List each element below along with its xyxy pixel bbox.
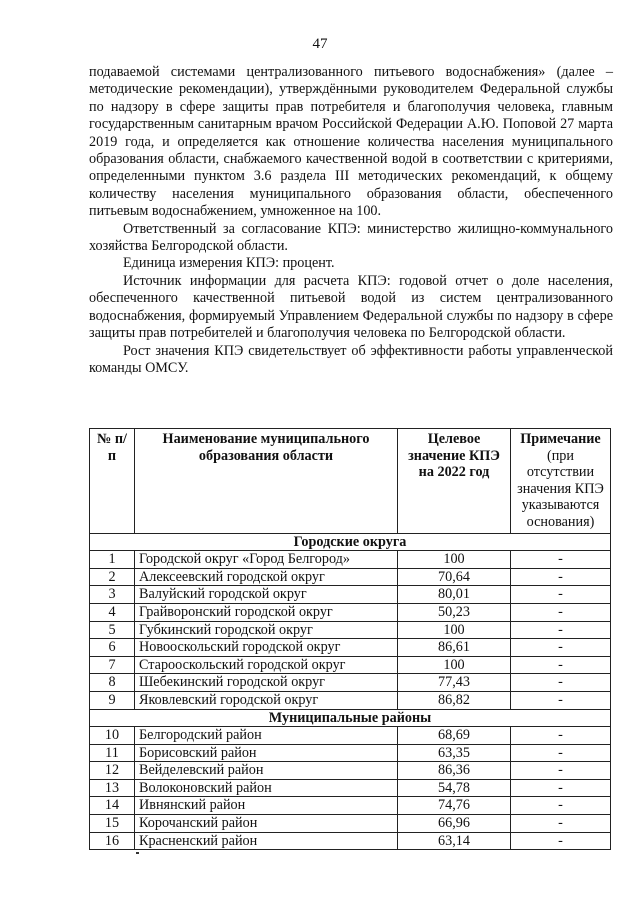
note-value: - <box>511 779 611 797</box>
table-row <box>90 551 611 569</box>
table-row <box>90 639 611 657</box>
header-note <box>511 429 611 534</box>
target-value: 100 <box>398 621 511 639</box>
note-value: - <box>511 832 611 850</box>
target-value: 86,61 <box>398 639 511 657</box>
row-number: 3 <box>90 586 135 604</box>
municipality-name: Губкинский городской округ <box>135 621 398 639</box>
note-value: - <box>511 603 611 621</box>
target-value: 68,69 <box>398 727 511 745</box>
target-value: 80,01 <box>398 586 511 604</box>
table-body <box>90 533 611 850</box>
stray-mark <box>136 852 139 854</box>
row-number: 6 <box>90 639 135 657</box>
target-value: 77,43 <box>398 674 511 692</box>
municipality-name: Волоконовский район <box>135 779 398 797</box>
row-number: 12 <box>90 762 135 780</box>
municipality-name: Грайворонский городской округ <box>135 603 398 621</box>
paragraph: Единица измерения КПЭ: процент. <box>123 255 335 272</box>
row-number: 15 <box>90 815 135 833</box>
table-row <box>90 815 611 833</box>
municipality-name: Красненский район <box>135 832 398 850</box>
target-value: 54,78 <box>398 779 511 797</box>
row-number: 9 <box>90 691 135 709</box>
row-number: 14 <box>90 797 135 815</box>
paragraph: Источник информации для расчета КПЭ: годовой отчет о доле населения, обеспеченного качественной питьевой водой из систем централизованного водоснабжения, формируемый Управлением Федеральной службы по надзору в сфере защиты прав потребителей и благополучия человека по Белгородской области. <box>89 272 613 342</box>
table-row <box>90 797 611 815</box>
note-value: - <box>511 691 611 709</box>
note-value: - <box>511 674 611 692</box>
note-value: - <box>511 621 611 639</box>
row-number: 2 <box>90 568 135 586</box>
municipality-name: Шебекинский городской округ <box>135 674 398 692</box>
municipality-name: Вейделевский район <box>135 762 398 780</box>
municipality-name: Новооскольский городской округ <box>135 639 398 657</box>
target-value: 63,14 <box>398 832 511 850</box>
table-header-row <box>90 429 611 534</box>
note-value: - <box>511 586 611 604</box>
body-text <box>89 64 613 377</box>
target-value: 63,35 <box>398 744 511 762</box>
note-value: - <box>511 727 611 745</box>
municipality-name: Белгородский район <box>135 727 398 745</box>
table-row <box>90 691 611 709</box>
table-row <box>90 586 611 604</box>
municipality-name: Валуйский городской округ <box>135 586 398 604</box>
note-value: - <box>511 762 611 780</box>
section-title: Городские округа <box>90 533 611 551</box>
target-value: 50,23 <box>398 603 511 621</box>
municipality-name: Борисовский район <box>135 744 398 762</box>
municipality-name: Старооскольский городской округ <box>135 656 398 674</box>
target-value: 74,76 <box>398 797 511 815</box>
paragraph: подаваемой системами централизованного питьевого водоснабжения» (далее – методические рекомендации), утверждёнными руководителем Федеральной службы по надзору в сфере защиты прав потребителя и благополучия человека, главным государственным санитарным врачом Российской Федерации А.Ю. Поповой 27 марта 2019 года, и определяется как отношение количества населения муниципального образования области, снабжаемого качественной водой в соответствии с критериями, определенными пунктом 3.6 раздела III методических рекомендаций, к общему количеству населения муниципального образования области, обеспеченного питьевым водоснабжением, умноженное на 100. <box>89 64 613 220</box>
paragraph: Ответственный за согласование КПЭ: министерство жилищно-коммунального хозяйства Белгородской области. <box>89 220 613 255</box>
row-number: 1 <box>90 551 135 569</box>
paragraph: Рост значения КПЭ свидетельствует об эффективности работы управленческой команды ОМСУ. <box>89 342 613 376</box>
row-number: 8 <box>90 674 135 692</box>
page-number: 47 <box>312 36 328 52</box>
municipality-name: Алексеевский городской округ <box>135 568 398 586</box>
note-value: - <box>511 797 611 815</box>
table-row <box>90 568 611 586</box>
target-value: 70,64 <box>398 568 511 586</box>
header-num: № п/п <box>90 429 135 534</box>
target-value: 100 <box>398 551 511 569</box>
section-row <box>90 709 611 727</box>
table-row <box>90 832 611 850</box>
section-title: Муниципальные районы <box>90 709 611 727</box>
row-number: 10 <box>90 727 135 745</box>
target-value: 86,36 <box>398 762 511 780</box>
note-value: - <box>511 656 611 674</box>
table-row <box>90 727 611 745</box>
note-value: - <box>511 639 611 657</box>
table-row <box>90 762 611 780</box>
municipality-name: Яковлевский городской округ <box>135 691 398 709</box>
table-row <box>90 621 611 639</box>
kpe-table <box>89 428 611 850</box>
row-number: 13 <box>90 779 135 797</box>
row-number: 4 <box>90 603 135 621</box>
note-value: - <box>511 744 611 762</box>
table-row <box>90 744 611 762</box>
municipality-name: Корочанский район <box>135 815 398 833</box>
table-row <box>90 674 611 692</box>
municipality-name: Ивнянский район <box>135 797 398 815</box>
header-note-title: Примечание <box>520 431 601 447</box>
header-target: Целевое значение КПЭ на 2022 год <box>398 429 511 534</box>
target-value: 100 <box>398 656 511 674</box>
target-value: 66,96 <box>398 815 511 833</box>
row-number: 5 <box>90 621 135 639</box>
header-note-sub: (при отсутствии значения КПЭ указываются основания) <box>517 447 604 530</box>
note-value: - <box>511 815 611 833</box>
header-name: Наименование муниципального образования области <box>135 429 398 534</box>
note-value: - <box>511 551 611 569</box>
target-value: 86,82 <box>398 691 511 709</box>
section-row <box>90 533 611 551</box>
table-row <box>90 656 611 674</box>
table-row <box>90 603 611 621</box>
table-row <box>90 779 611 797</box>
row-number: 7 <box>90 656 135 674</box>
row-number: 16 <box>90 832 135 850</box>
municipality-name: Городской округ «Город Белгород» <box>135 551 398 569</box>
row-number: 11 <box>90 744 135 762</box>
note-value: - <box>511 568 611 586</box>
